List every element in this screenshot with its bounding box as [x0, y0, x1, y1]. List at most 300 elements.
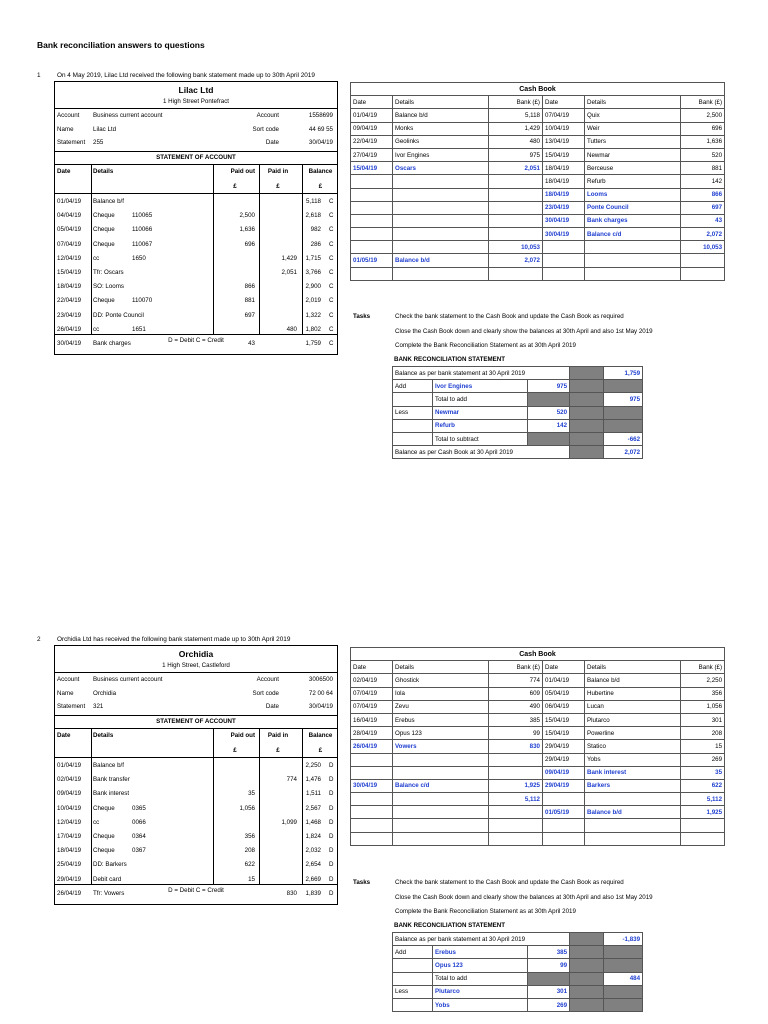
table-cell — [543, 267, 585, 280]
row-paidin: 774 — [286, 776, 297, 784]
table-cell: 02/04/19 — [351, 674, 393, 687]
statement-heading: STATEMENT OF ACCOUNT — [156, 718, 236, 725]
table-cell: 01/05/19 — [543, 806, 585, 819]
info-label: Statement — [57, 703, 86, 710]
cash-book-header: Details — [393, 96, 489, 109]
table-row — [351, 819, 725, 832]
row-balance: 2,900 — [305, 283, 321, 291]
reconciliation-row — [393, 432, 643, 445]
total-add-value: 975 — [604, 393, 643, 406]
table-cell: Newmar — [585, 148, 681, 161]
table-cell: 1,925 — [681, 806, 725, 819]
less-item-name: Yobs — [433, 998, 528, 1011]
row-balance: 1,839 — [305, 889, 321, 897]
table-cell: Berceuse — [585, 162, 681, 175]
row-balance: 2,654 — [305, 861, 321, 869]
row-details: Debit card — [93, 875, 122, 883]
divider — [55, 164, 337, 165]
table-cell: 269 — [681, 753, 725, 766]
divider — [55, 728, 337, 729]
row-date: 26/04/19 — [57, 889, 82, 897]
table-cell — [351, 188, 393, 201]
row-date: 01/04/19 — [57, 198, 82, 205]
info-label: Statement — [57, 139, 86, 146]
table-cell: 15 — [681, 740, 725, 753]
table-cell — [489, 753, 543, 766]
table-cell: Opus 123 — [393, 727, 489, 740]
table-cell: 01/04/19 — [351, 109, 393, 122]
table-cell — [543, 254, 585, 267]
row-balance: 2,019 — [305, 297, 321, 305]
table-cell: Balance b/d — [393, 254, 489, 267]
row-balance: 1,759 — [305, 340, 321, 347]
info-value: 3006500 — [308, 676, 333, 683]
table-cell: 1,636 — [681, 135, 725, 148]
row-details: Bank charges — [93, 340, 131, 347]
divider — [55, 108, 337, 109]
opening-balance-label: Balance as per bank statement at 30 April 2019 — [393, 933, 570, 946]
row-date: 18/04/19 — [57, 847, 82, 855]
bank-address: 1 High Street, Castleford — [162, 662, 230, 669]
statement-heading: STATEMENT OF ACCOUNT — [156, 154, 236, 161]
less-label: Less — [393, 985, 433, 998]
row-details: Balance b/f — [93, 762, 124, 769]
cash-book-header: Details — [585, 661, 681, 674]
table-row — [351, 713, 725, 726]
row-balance: 3,766 — [305, 269, 321, 276]
table-cell: 99 — [489, 727, 543, 740]
table-cell: Balance b/d — [393, 109, 489, 122]
tasks-label: Tasks — [353, 879, 371, 886]
row-date: 17/04/19 — [57, 833, 82, 840]
total-subtract-label: Total to subtract — [433, 432, 528, 445]
table-cell — [351, 214, 393, 227]
row-date: 05/04/19 — [57, 226, 82, 234]
table-cell: Barkers — [585, 779, 681, 792]
table-cell: 29/04/19 — [543, 740, 585, 753]
row-date: 30/04/19 — [57, 340, 82, 347]
table-cell: 16/04/19 — [351, 713, 393, 726]
row-balance: 5,118 — [305, 198, 321, 205]
less-item-name: Plutarco — [433, 985, 528, 998]
reconciliation-title: BANK RECONCILIATION STATEMENT — [394, 356, 506, 363]
row-balance: 1,322 — [305, 311, 321, 319]
row-paidin: 1,099 — [281, 818, 297, 826]
table-cell: 23/04/19 — [543, 201, 585, 214]
bank-name: Lilac Ltd — [178, 85, 214, 95]
table-cell — [570, 406, 604, 419]
table-row — [351, 727, 725, 740]
add-item-amount: 975 — [528, 380, 570, 393]
col-header-date: Date — [57, 732, 71, 739]
task-line: Complete the Bank Reconciliation Statement as at 30th April 2019 — [395, 908, 576, 915]
row-dc: C — [329, 297, 334, 305]
row-paidout: 1,636 — [239, 226, 255, 234]
row-paidin: 1,429 — [281, 254, 297, 262]
table-cell — [393, 267, 489, 280]
table-row — [351, 109, 725, 122]
info-value: 30/04/19 — [308, 703, 333, 710]
table-cell: 09/04/19 — [351, 122, 393, 135]
col-header-paidin: Paid in — [267, 168, 289, 175]
row-dc: D — [329, 804, 334, 812]
table-cell — [528, 432, 570, 445]
table-cell: Lucan — [585, 700, 681, 713]
table-cell: 10,053 — [681, 241, 725, 254]
row-balance: 1,511 — [305, 790, 321, 798]
table-cell: 30/04/19 — [543, 228, 585, 241]
cash-book-header: Date — [351, 96, 393, 109]
reconciliation-table — [392, 932, 643, 1012]
row-details: Tfr: Vowers — [93, 889, 125, 897]
reconciliation-row — [393, 985, 643, 998]
row-dc: D — [329, 790, 334, 798]
table-row — [351, 700, 725, 713]
info-value: Lilac Ltd — [93, 125, 117, 133]
table-row — [351, 175, 725, 188]
row-dc: D — [329, 818, 334, 826]
row-paidout: 356 — [244, 833, 255, 840]
row-ref: 1651 — [132, 325, 146, 333]
table-row — [351, 766, 725, 779]
cash-book-title: Cash Book — [351, 648, 725, 661]
table-cell: 5,112 — [681, 793, 725, 806]
row-details: cc — [93, 818, 100, 826]
table-cell — [543, 819, 585, 832]
reconciliation-row — [393, 933, 643, 946]
table-cell — [351, 228, 393, 241]
table-cell: 01/05/19 — [351, 254, 393, 267]
table-cell — [393, 832, 489, 845]
table-cell: 866 — [681, 188, 725, 201]
total-add-value: 484 — [604, 972, 643, 985]
reconciliation-row — [393, 367, 643, 380]
row-ref: 110067 — [132, 240, 153, 248]
table-cell: 35 — [681, 766, 725, 779]
reconciliation-row — [393, 972, 643, 985]
cash-book-header: Date — [351, 661, 393, 674]
row-paidin: 830 — [286, 889, 297, 897]
less-item-amount: 269 — [528, 998, 570, 1011]
row-dc: D — [329, 776, 334, 784]
row-ref: 110070 — [132, 297, 153, 305]
table-cell — [570, 946, 604, 959]
table-cell: Ghostick — [393, 674, 489, 687]
table-cell: 15/04/19 — [351, 162, 393, 175]
row-dc: D — [329, 833, 334, 840]
table-cell — [585, 254, 681, 267]
table-cell — [393, 188, 489, 201]
add-item-amount: 99 — [528, 959, 570, 972]
table-cell: 697 — [681, 201, 725, 214]
table-cell — [393, 228, 489, 241]
row-date: 15/04/19 — [57, 269, 82, 276]
row-paidout: 622 — [244, 861, 255, 869]
row-paidout: 208 — [244, 847, 255, 855]
row-paidout: 1,056 — [239, 804, 255, 812]
cash-book-header: Date — [543, 96, 585, 109]
table-cell — [585, 819, 681, 832]
table-cell — [570, 367, 604, 380]
col-header-balance: Balance — [308, 168, 333, 175]
table-cell: 29/04/19 — [543, 779, 585, 792]
table-cell — [681, 254, 725, 267]
table-cell: 09/04/19 — [543, 766, 585, 779]
table-cell — [393, 214, 489, 227]
cash-book-header: Bank (£) — [489, 96, 543, 109]
table-cell: Powerline — [585, 727, 681, 740]
opening-balance-value: 1,759 — [604, 367, 643, 380]
row-dc: C — [329, 325, 334, 333]
closing-balance-label: Balance as per Cash Book at 30 April 2019 — [393, 446, 570, 459]
row-date: 26/04/19 — [57, 325, 82, 333]
col-header-balance: Balance — [308, 732, 333, 739]
table-cell: Erebus — [393, 713, 489, 726]
table-cell — [351, 819, 393, 832]
table-cell — [489, 766, 543, 779]
cash-book-header: Details — [585, 96, 681, 109]
row-dc: C — [329, 283, 334, 291]
info-label: Date — [265, 139, 279, 146]
divider — [55, 884, 337, 885]
reconciliation-row — [393, 998, 643, 1011]
table-cell — [489, 819, 543, 832]
divider — [55, 151, 337, 152]
row-date: 02/04/19 — [57, 776, 82, 784]
table-cell — [585, 832, 681, 845]
add-item-name: Erebus — [433, 946, 528, 959]
bank-statement — [54, 81, 338, 355]
col-header-date: Date — [57, 168, 71, 175]
table-cell: 06/04/19 — [543, 700, 585, 713]
reconciliation-table — [392, 366, 643, 459]
add-label: Add — [393, 380, 433, 393]
table-cell: 881 — [681, 162, 725, 175]
question-number: 1 — [37, 72, 41, 79]
table-cell — [585, 267, 681, 280]
table-cell — [393, 793, 489, 806]
cash-book-header: Date — [543, 661, 585, 674]
add-item-name: Opus 123 — [433, 959, 528, 972]
table-cell: Weir — [585, 122, 681, 135]
less-item-name: Newmar — [433, 406, 528, 419]
table-cell — [489, 214, 543, 227]
table-cell — [681, 819, 725, 832]
reconciliation-row — [393, 393, 643, 406]
table-cell: Looms — [585, 188, 681, 201]
row-paidout: 15 — [248, 875, 255, 883]
row-dc: D — [329, 889, 334, 897]
table-cell — [351, 175, 393, 188]
table-cell: Hubertine — [585, 687, 681, 700]
row-details: Tfr: Oscars — [93, 269, 124, 276]
table-row — [351, 793, 725, 806]
table-cell: 18/04/19 — [543, 175, 585, 188]
table-cell: 696 — [681, 122, 725, 135]
row-date: 10/04/19 — [57, 804, 82, 812]
row-dc: C — [329, 340, 334, 347]
cash-book-header: Bank (£) — [489, 661, 543, 674]
row-ref: 110065 — [132, 212, 153, 220]
table-row — [351, 267, 725, 280]
row-dc: C — [329, 198, 334, 205]
task-line: Complete the Bank Reconciliation Statement as at 30th April 2019 — [395, 342, 576, 349]
table-cell — [351, 766, 393, 779]
currency-symbol: £ — [318, 183, 323, 190]
row-balance: 982 — [310, 226, 321, 234]
row-details: Cheque — [93, 297, 115, 305]
row-dc: C — [329, 226, 334, 234]
table-cell — [604, 380, 643, 393]
table-cell: 30/04/19 — [543, 214, 585, 227]
table-cell — [604, 419, 643, 432]
table-cell: 208 — [681, 727, 725, 740]
table-cell: 142 — [681, 175, 725, 188]
table-row — [351, 687, 725, 700]
table-cell — [543, 793, 585, 806]
table-cell — [570, 985, 604, 998]
info-label: Sort code — [252, 689, 279, 697]
cash-book-header: Details — [393, 661, 489, 674]
table-cell: 356 — [681, 687, 725, 700]
table-cell: Quix — [585, 109, 681, 122]
table-cell: Bank interest — [585, 766, 681, 779]
info-label: Name — [57, 125, 74, 133]
table-cell: 1,925 — [489, 779, 543, 792]
table-cell: 5,112 — [489, 793, 543, 806]
table-cell — [570, 393, 604, 406]
table-row — [351, 740, 725, 753]
col-header-details: Details — [93, 168, 114, 175]
table-row — [351, 214, 725, 227]
info-label: Date — [265, 703, 279, 710]
add-item-name: Ivor Engines — [433, 380, 528, 393]
info-value: Orchidia — [93, 689, 117, 697]
opening-balance-value: -1,839 — [604, 933, 643, 946]
table-cell — [351, 793, 393, 806]
table-cell: 5,118 — [489, 109, 543, 122]
table-cell — [393, 753, 489, 766]
reconciliation-row — [393, 446, 643, 459]
info-label: Account — [57, 112, 80, 119]
row-date: 07/04/19 — [57, 240, 82, 248]
row-dc: D — [329, 847, 334, 855]
row-details: Bank interest — [93, 790, 130, 798]
table-cell: 26/04/19 — [351, 740, 393, 753]
task-line: Close the Cash Book down and clearly show the balances at 30th April and also 1st May 2019 — [395, 327, 653, 335]
table-cell: 490 — [489, 700, 543, 713]
table-row — [351, 122, 725, 135]
table-cell: 774 — [489, 674, 543, 687]
table-cell: Bank charges — [585, 214, 681, 227]
table-cell: Plutarco — [585, 713, 681, 726]
table-cell: 07/04/19 — [543, 109, 585, 122]
table-cell: 609 — [489, 687, 543, 700]
table-cell: 22/04/19 — [351, 135, 393, 148]
debit-credit-note: D = Debit C = Credit — [168, 337, 224, 345]
table-cell: 385 — [489, 713, 543, 726]
table-cell: 07/04/19 — [351, 700, 393, 713]
closing-balance-value: 2,072 — [604, 446, 643, 459]
row-paidout: 881 — [244, 297, 255, 305]
row-details: SO: Looms — [93, 283, 124, 291]
table-cell: 975 — [489, 148, 543, 161]
table-cell — [489, 175, 543, 188]
row-dc: D — [329, 762, 334, 769]
table-cell — [351, 806, 393, 819]
row-ref: 0066 — [132, 818, 146, 826]
add-label: Add — [393, 946, 433, 959]
info-value: 321 — [93, 703, 104, 710]
bank-name: Orchidia — [178, 649, 214, 659]
row-details: DD: Ponte Council — [93, 311, 144, 319]
add-label — [393, 959, 433, 972]
table-cell — [585, 793, 681, 806]
table-cell — [393, 432, 433, 445]
info-label: Sort code — [252, 125, 279, 133]
divider — [55, 334, 337, 335]
task-line: Check the bank statement to the Cash Book and update the Cash Book as required — [395, 879, 624, 886]
reconciliation-row — [393, 946, 643, 959]
table-cell: 27/04/19 — [351, 148, 393, 161]
table-cell: 15/04/19 — [543, 727, 585, 740]
cash-book-header: Bank (£) — [681, 96, 725, 109]
info-value: 30/04/19 — [308, 139, 333, 146]
table-cell — [570, 419, 604, 432]
table-cell: 07/04/19 — [351, 687, 393, 700]
row-details: cc — [93, 325, 100, 333]
row-date: 29/04/19 — [57, 875, 82, 883]
info-value: 44 69 55 — [308, 125, 333, 133]
row-dc: C — [329, 254, 334, 262]
row-balance: 1,468 — [305, 818, 321, 826]
column-divider — [91, 164, 92, 334]
table-cell — [604, 946, 643, 959]
table-cell — [570, 972, 604, 985]
divider — [55, 757, 337, 758]
table-cell: 2,500 — [681, 109, 725, 122]
row-details: Cheque — [93, 833, 115, 840]
table-cell: Vowers — [393, 740, 489, 753]
question-intro: On 4 May 2019, Lilac Ltd received the following bank statement made up to 30th April 2019 — [57, 72, 315, 79]
table-cell: Tutters — [585, 135, 681, 148]
table-cell: 29/04/19 — [543, 753, 585, 766]
task-line: Check the bank statement to the Cash Book and update the Cash Book as required — [395, 313, 624, 320]
table-cell — [351, 201, 393, 214]
table-row — [351, 241, 725, 254]
table-cell: 301 — [681, 713, 725, 726]
currency-symbol: £ — [233, 183, 237, 190]
row-details: Cheque — [93, 212, 115, 220]
row-ref: 0367 — [132, 847, 146, 855]
row-date: 12/04/19 — [57, 254, 82, 262]
table-cell — [543, 241, 585, 254]
table-cell — [393, 972, 433, 985]
divider — [55, 193, 337, 194]
row-dc: D — [329, 861, 334, 869]
task-line: Close the Cash Book down and clearly show the balances at 30th April and also 1st May 2019 — [395, 893, 653, 901]
table-cell: Oscars — [393, 162, 489, 175]
info-value: 255 — [93, 139, 104, 146]
table-cell: 2,072 — [681, 228, 725, 241]
reconciliation-title: BANK RECONCILIATION STATEMENT — [394, 922, 506, 929]
table-cell: Zevu — [393, 700, 489, 713]
table-cell — [351, 832, 393, 845]
row-ref: 0364 — [132, 833, 146, 840]
row-date: 09/04/19 — [57, 790, 82, 798]
currency-symbol: £ — [276, 183, 280, 190]
row-details: DD: Barkers — [93, 861, 127, 869]
